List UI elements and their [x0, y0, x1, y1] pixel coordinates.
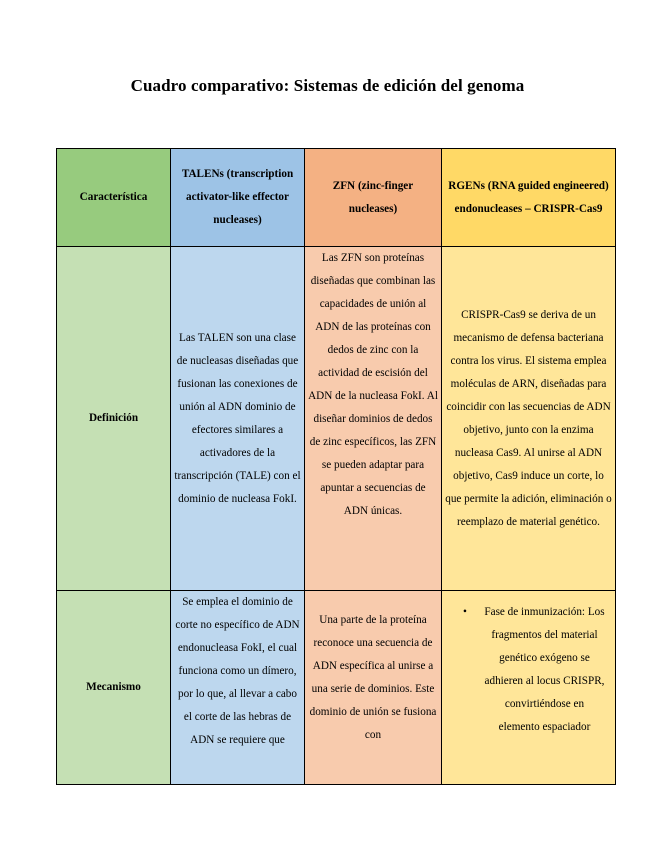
header-zfn: ZFN (zinc-finger nucleases) — [305, 149, 442, 247]
row-label-mecanismo: Mecanismo — [57, 591, 171, 785]
document-title: Cuadro comparativo: Sistemas de edición del genoma — [130, 76, 525, 95]
cell-talen-definicion: Las TALEN son una clase de nucleasas diseñadas que fusionan las conexiones de unión al ADN dominio de efectores similares a activadores de la transcripción (TALE) con el dominio de nucleasa FokI. — [171, 247, 305, 591]
header-rgens: RGENs (RNA guided engineered) endonucleases – CRISPR-Cas9 — [442, 149, 616, 247]
cell-rgen-definicion: CRISPR-Cas9 se deriva de un mecanismo de defensa bacteriana contra los virus. El sistema emplea moléculas de ARN, diseñadas para coincidir con las secuencias de ADN objetivo, junto con la enzima nucleasa Cas9. Al unirse al ADN objetivo, Cas9 induce un corte, lo que permite la adición, eliminación o reemplazo de material genético. — [442, 247, 616, 591]
bullet-list-item — [445, 601, 612, 739]
bullet-icon: • — [463, 606, 467, 618]
header-talens: TALENs (transcription activator-like effector nucleases) — [171, 149, 305, 247]
header-characteristic: Característica — [57, 149, 171, 247]
table-row — [57, 591, 616, 785]
cell-zfn-definicion: Las ZFN son proteínas diseñadas que combinan las capacidades de unión al ADN de las proteínas con dedos de zinc con la actividad de escisión del ADN de la nucleasa FokI. Al diseñar dominios de dedos de zinc específicos, las ZFN se pueden adaptar para apuntar a secuencias de ADN únicas. — [305, 247, 442, 591]
header-row — [57, 149, 616, 247]
cell-rgen-mecanismo — [442, 591, 616, 785]
row-label-definicion: Definición — [57, 247, 171, 591]
cell-talen-mecanismo: Se emplea el dominio de corte no específico de ADN endonucleasa FokI, el cual funciona como un dímero, por lo que, al llevar a cabo el corte de las hebras de ADN se requiere que — [171, 591, 305, 785]
cell-zfn-mecanismo: Una parte de la proteína reconoce una secuencia de ADN específica al unirse a una serie de dominios. Este dominio de unión se fusiona con — [305, 591, 442, 785]
table-row — [57, 247, 616, 591]
bullet-text: Fase de inmunización: Los fragmentos del material genético exógeno se adhieren al locus CRISPR, convirtiéndose en elemento espaciador — [484, 606, 605, 733]
comparison-table — [56, 148, 616, 785]
